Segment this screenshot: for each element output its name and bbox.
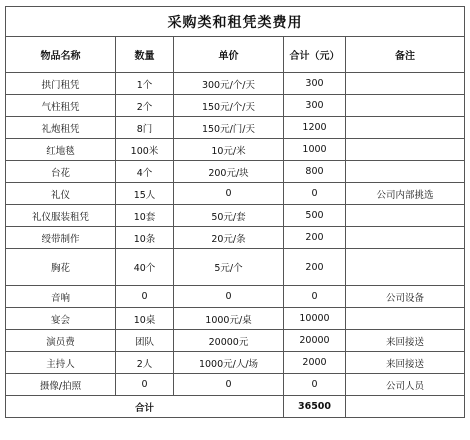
table-row: [6, 161, 465, 183]
cell-price: 0: [174, 374, 284, 396]
cell-qty: 2人: [116, 352, 174, 374]
cell-total: 200: [284, 249, 346, 286]
table-row: [6, 73, 465, 95]
summary-row: [6, 396, 465, 418]
table-row: [6, 374, 465, 396]
table-row: [6, 183, 465, 205]
table-row: [6, 308, 465, 330]
cell-name: 音响: [6, 286, 116, 308]
cell-note: 来回接送: [346, 330, 465, 352]
cell-price: 200元/块: [174, 161, 284, 183]
cell-qty: 10桌: [116, 308, 174, 330]
cell-note: [346, 205, 465, 227]
cell-name: 气柱租凭: [6, 95, 116, 117]
cell-total: 300: [284, 95, 346, 117]
cell-total: 0: [284, 374, 346, 396]
cell-note: [346, 117, 465, 139]
cell-name: 摄像/拍照: [6, 374, 116, 396]
table-title: 采购类和租凭类费用: [6, 7, 465, 37]
header-total: 合计（元）: [284, 37, 346, 73]
table-row: [6, 205, 465, 227]
cell-total: 0: [284, 286, 346, 308]
expense-table: [5, 6, 465, 418]
summary-label: 合计: [6, 396, 284, 418]
cell-price: 1000元/人/场: [174, 352, 284, 374]
table-row: [6, 286, 465, 308]
cell-price: 300元/个/天: [174, 73, 284, 95]
cell-price: 0: [174, 183, 284, 205]
header-qty: 数量: [116, 37, 174, 73]
table-row: [6, 227, 465, 249]
cell-total: 1000: [284, 139, 346, 161]
cell-name: 礼仪服装租凭: [6, 205, 116, 227]
cell-price: 150元/门/天: [174, 117, 284, 139]
table-row: [6, 95, 465, 117]
cell-total: 2000: [284, 352, 346, 374]
cell-name: 红地毯: [6, 139, 116, 161]
table-row: [6, 352, 465, 374]
cell-name: 演员费: [6, 330, 116, 352]
cell-total: 500: [284, 205, 346, 227]
cell-note: 来回接送: [346, 352, 465, 374]
header-note: 备注: [346, 37, 465, 73]
cell-price: 20000元: [174, 330, 284, 352]
cell-note: [346, 95, 465, 117]
cell-note: [346, 161, 465, 183]
cell-name: 礼仪: [6, 183, 116, 205]
table-row: [6, 249, 465, 286]
cell-note: [346, 249, 465, 286]
cell-qty: 1个: [116, 73, 174, 95]
cell-qty: 0: [116, 286, 174, 308]
cell-note: [346, 73, 465, 95]
summary-note: [346, 396, 465, 418]
cell-name: 礼炮租凭: [6, 117, 116, 139]
cell-qty: 团队: [116, 330, 174, 352]
cell-note: 公司人员: [346, 374, 465, 396]
cell-qty: 15人: [116, 183, 174, 205]
cell-name: 胸花: [6, 249, 116, 286]
table-row: [6, 139, 465, 161]
expense-sheet: [5, 6, 464, 418]
cell-note: [346, 308, 465, 330]
cell-qty: 8门: [116, 117, 174, 139]
cell-name: 宴会: [6, 308, 116, 330]
cell-qty: 10套: [116, 205, 174, 227]
cell-price: 5元/个: [174, 249, 284, 286]
summary-total: 36500: [284, 396, 346, 418]
cell-price: 10元/米: [174, 139, 284, 161]
title-row: [6, 7, 465, 37]
cell-price: 1000元/桌: [174, 308, 284, 330]
cell-total: 10000: [284, 308, 346, 330]
table-row: [6, 330, 465, 352]
cell-note: [346, 227, 465, 249]
table-row: [6, 117, 465, 139]
cell-qty: 100米: [116, 139, 174, 161]
cell-qty: 4个: [116, 161, 174, 183]
cell-total: 800: [284, 161, 346, 183]
cell-qty: 40个: [116, 249, 174, 286]
header-price: 单价: [174, 37, 284, 73]
cell-note: 公司设备: [346, 286, 465, 308]
cell-name: 主持人: [6, 352, 116, 374]
cell-note: 公司内部挑选: [346, 183, 465, 205]
cell-total: 0: [284, 183, 346, 205]
cell-name: 拱门租凭: [6, 73, 116, 95]
cell-total: 300: [284, 73, 346, 95]
cell-name: 绶带制作: [6, 227, 116, 249]
cell-total: 1200: [284, 117, 346, 139]
cell-total: 200: [284, 227, 346, 249]
cell-price: 150元/个/天: [174, 95, 284, 117]
cell-price: 50元/套: [174, 205, 284, 227]
cell-total: 20000: [284, 330, 346, 352]
header-name: 物品名称: [6, 37, 116, 73]
header-row: [6, 37, 465, 73]
cell-name: 台花: [6, 161, 116, 183]
cell-price: 0: [174, 286, 284, 308]
cell-price: 20元/条: [174, 227, 284, 249]
cell-qty: 0: [116, 374, 174, 396]
cell-qty: 2个: [116, 95, 174, 117]
cell-note: [346, 139, 465, 161]
cell-qty: 10条: [116, 227, 174, 249]
